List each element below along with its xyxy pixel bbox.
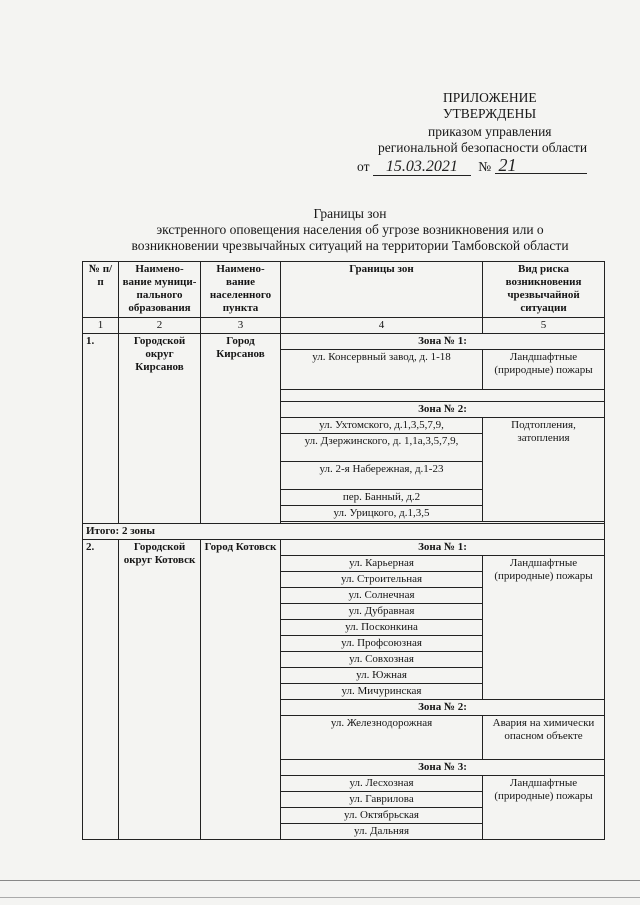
scan-line	[0, 880, 640, 881]
zone-label: Зона № 1:	[281, 334, 605, 350]
number-value: 21	[495, 157, 587, 174]
col-number: 1	[83, 318, 119, 334]
number-prefix: №	[478, 159, 492, 174]
zone-street: ул. Мичуринская	[281, 684, 483, 700]
risk-type: Авария на химически опасном объекте	[483, 716, 605, 760]
header-municipality: Наимено-вание муници-пального образования	[119, 262, 201, 318]
risk-type: Ландшафтные (природные) пожары	[483, 776, 605, 840]
zone-street: ул. Карьерная	[281, 556, 483, 572]
zone-street: ул. Южная	[281, 668, 483, 684]
zone-street: ул. Совхозная	[281, 652, 483, 668]
row-number: 2.	[83, 540, 119, 840]
zones-table	[82, 261, 605, 840]
zone-street: ул. Урицкого, д.1,3,5	[281, 506, 483, 522]
column-number-row	[83, 318, 605, 334]
table-row	[83, 540, 605, 556]
risk-type: Подтопления, затопления	[483, 418, 605, 522]
settlement-name: Город Котовск	[201, 540, 281, 840]
zone-street: ул. 2-я Набережная, д.1-23	[281, 462, 483, 490]
zone-street: ул. Железнодорожная	[281, 716, 483, 760]
total-row	[83, 524, 605, 540]
zone-street: ул. Гаврилова	[281, 792, 483, 808]
spacer-cell	[281, 390, 605, 402]
header-department: региональной безопасности области	[378, 140, 588, 155]
settlement-name: Город Кирсанов	[201, 334, 281, 524]
header-date-line	[357, 157, 587, 176]
doc-title: Границы зон	[313, 206, 387, 221]
zone-street: ул. Октябрьская	[281, 808, 483, 824]
risk-type: Ландшафтные (природные) пожары	[483, 350, 605, 390]
doc-subtitle-1: экстренного оповещения населения об угрозе возникновения или о	[156, 222, 544, 237]
col-number: 4	[281, 318, 483, 334]
zone-street: ул. Строительная	[281, 572, 483, 588]
header-order-of: приказом управления	[428, 124, 552, 139]
scan-line	[0, 897, 640, 898]
header-zones: Границы зон	[281, 262, 483, 318]
zone-street: ул. Ухтомского, д.1,3,5,7,9,	[281, 418, 483, 434]
zone-street: ул. Консервный завод, д. 1-18	[281, 350, 483, 390]
zone-street: пер. Банный, д.2	[281, 490, 483, 506]
municipality-name: Городской округ Кирсанов	[119, 334, 201, 524]
col-number: 2	[119, 318, 201, 334]
zone-street: ул. Солнечная	[281, 588, 483, 604]
zone-street: ул. Дубравная	[281, 604, 483, 620]
zone-label: Зона № 3:	[281, 760, 605, 776]
zone-street: ул. Профсоюзная	[281, 636, 483, 652]
municipality-name: Городской округ Котовск	[119, 540, 201, 840]
col-number: 3	[201, 318, 281, 334]
date-prefix: от	[357, 159, 370, 174]
date-value: 15.03.2021	[373, 159, 471, 176]
zone-label: Зона № 2:	[281, 402, 605, 418]
header-approved: УТВЕРЖДЕНЫ	[443, 106, 537, 121]
header-appendix: ПРИЛОЖЕНИЕ	[443, 90, 537, 105]
zone-street: ул. Лесхозная	[281, 776, 483, 792]
zone-label: Зона № 2:	[281, 700, 605, 716]
risk-type: Ландшафтные (природные) пожары	[483, 556, 605, 700]
total-label: Итого: 2 зоны	[83, 524, 605, 540]
header-num: № п/п	[83, 262, 119, 318]
zone-label: Зона № 1:	[281, 540, 605, 556]
header-risk: Вид риска возникновения чрезвычайной ситуации	[483, 262, 605, 318]
table-header-row	[83, 262, 605, 318]
header-settlement: Наимено-вание населенного пункта	[201, 262, 281, 318]
table-row	[83, 334, 605, 350]
zone-street: ул. Дзержинского, д. 1,1а,3,5,7,9,	[281, 434, 483, 462]
doc-subtitle-2: возникновении чрезвычайных ситуаций на территории Тамбовской области	[131, 238, 569, 253]
zone-street: ул. Посконкина	[281, 620, 483, 636]
row-number: 1.	[83, 334, 119, 524]
col-number: 5	[483, 318, 605, 334]
zone-street: ул. Дальняя	[281, 824, 483, 840]
